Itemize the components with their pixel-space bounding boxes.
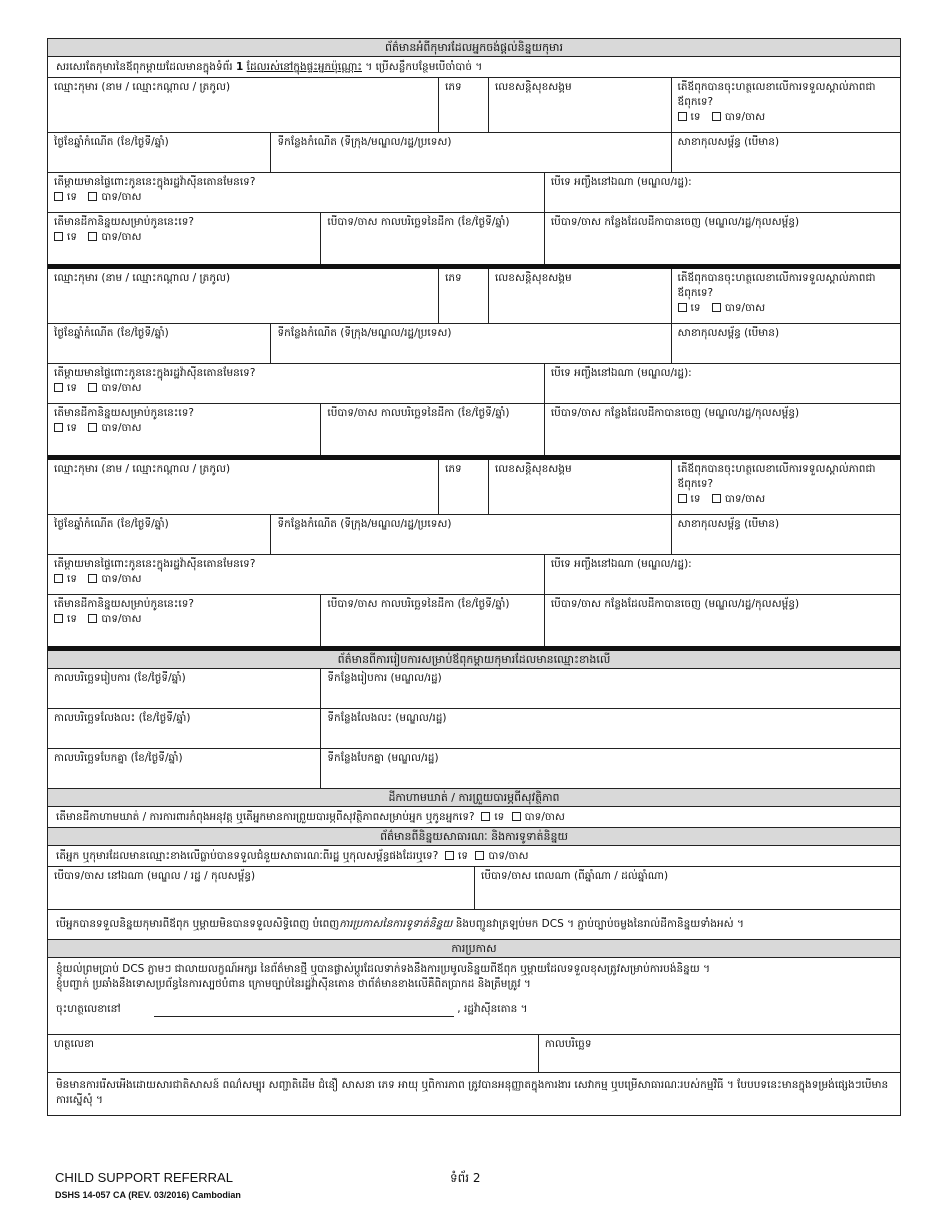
signature-field[interactable]: ហត្ថលេខា: [48, 1035, 539, 1072]
child-block-1: [48, 78, 900, 269]
support-order-question: តើមានដីកានិន្នយសម្រាប់កូននេះទេ? ទេ បាទ/ចាស: [48, 404, 321, 455]
marriage-date-field[interactable]: កាលបរិច្ឆេទរៀបការ (ខែ/ថ្ងៃទី/ឆ្នាំ): [48, 669, 321, 708]
instruction-text: [48, 57, 490, 77]
paternity-question: តើឪពុកបានចុះហត្ថលេខាលើការទទួលស្គាល់ភាពជាឪពុកទេ? ទេ បាទ/ចាស: [677, 463, 876, 505]
child-support-form: [47, 38, 901, 1116]
child-info-header: ព័ត៌មានអំពីកុមារដែលអ្នកចង់ផ្តល់និន្នយកុមារ: [48, 39, 900, 57]
order-no-checkbox[interactable]: [54, 614, 63, 623]
order-yes-checkbox[interactable]: [88, 614, 97, 623]
child-birthplace-field[interactable]: ទីកន្លែងកំណើត (ទីក្រុង/មណ្ឌល/រដ្ឋ/ប្រទេស): [271, 133, 671, 172]
declaration-line-2: ខ្ញុំបញ្ជាក់ ប្រឆាំងនឹងទោសប្រព័ន្ធនៃការស្បថបំពាន ក្រោមច្បាប់នៃរដ្ឋវ៉ាស៊ីនតោន ថាព័ត៌មានខាងលើគឺពិតប្រាកដ និងត្រឹមត្រូវ ។: [56, 978, 531, 990]
declaration-line-1: ខ្ញុំយល់ព្រមប្រាប់ DCS ភ្លាមៗ ជាលាយលក្ខណ៍អក្សរ នៃព័ត៌មានថ្មី ឬបានផ្លាស់ប្តូរដែលទាក់ទងនឹងការប្រមូលនិន្នយពីឪពុក ឬម្ដាយដែលទទួលខុសត្រូវសម្រាប់ការបង់និន្នយ ។: [56, 963, 711, 975]
child-sex-field[interactable]: ភេទ: [439, 460, 489, 514]
assistance-no-checkbox[interactable]: [445, 851, 454, 860]
paternity-question: តើឪពុកបានចុះហត្ថលេខាលើការទទួលស្គាល់ភាពជាឪពុកទេ? ទេ បាទ/ចាស: [677, 272, 876, 314]
paternity-question: តើឪពុកបានចុះហត្ថលេខាលើការទទួលស្គាល់ភាពជាឪពុកទេ? ទេ បាទ/ចាស: [677, 81, 876, 123]
child-tribe-field[interactable]: សាខាកុលសម្ព័ន្ធ (បើមាន): [677, 327, 780, 339]
order-place-field[interactable]: បើបាទ/ចាស កន្លែងដែលដីកាបានចេញ (មណ្ឌល/រដ្ឋ/កុលសម្ព័ន្ធ): [550, 216, 800, 228]
instruction-row: [48, 57, 900, 78]
order-yes-checkbox[interactable]: [88, 423, 97, 432]
order-date-field[interactable]: បើបាទ/ចាស កាលបរិច្ឆេទនៃដីកា (ខែ/ថ្ងៃទី/ឆ្នាំ): [321, 213, 544, 264]
instruction-underlined: ដែលរស់នៅក្នុងផ្ទះអ្នកប៉ុណ្ណោះ: [246, 61, 362, 73]
paternity-no-checkbox[interactable]: [678, 494, 687, 503]
assistance-header: ព័ត៌មានពីនិន្នយសាធារណៈ និងការទូទាត់និន្នយ: [48, 828, 900, 846]
instruction-post: ។ ប្រើសន្លឹកបន្ថែមបើចាំបាច់ ។: [361, 61, 483, 73]
pregnant-where-field[interactable]: បើទេ អញ្ចឹងនៅឯណា (មណ្ឌល/រដ្ឋ):: [550, 558, 692, 570]
assistance-when-field[interactable]: បើបាទ/ចាស ពេលណា (ពីឆ្នាំណា / ដល់ឆ្នាំណា): [481, 870, 669, 882]
child-ssn-field[interactable]: លេខសន្តិសុខសង្គម: [489, 460, 672, 514]
pregnant-yes-checkbox[interactable]: [88, 192, 97, 201]
signed-at-label: ចុះហត្ថលេខានៅ: [56, 1003, 121, 1015]
paternity-yes-checkbox[interactable]: [712, 112, 721, 121]
paternity-no-checkbox[interactable]: [678, 112, 687, 121]
protection-question: តើមានដីកាហាមឃាត់ / ការការពារកំពុងអនុវត្ត ឬតើអ្នកមានការព្រួយបារម្ភពីសុវត្ថិភាពសម្រាប់អ្នក ឬកូនអ្នកទេ? ទេ បាទ/ចាស: [56, 811, 565, 823]
child-birthplace-field[interactable]: ទីកន្លែងកំណើត (ទីក្រុង/មណ្ឌល/រដ្ឋ/ប្រទេស): [271, 515, 671, 554]
support-order-question: តើមានដីកានិន្នយសម្រាប់កូននេះទេ? ទេ បាទ/ចាស: [48, 595, 321, 646]
date-field[interactable]: កាលបរិច្ឆេទ: [544, 1038, 592, 1050]
pregnant-in-wa-question: តើម្ដាយមានផ្ទៃពោះកូននេះក្នុងរដ្ឋវ៉ាស៊ីនតោនមែនទេ? ទេ បាទ/ចាស: [48, 173, 545, 212]
form-title: CHILD SUPPORT REFERRAL: [55, 1170, 233, 1185]
marriage-header: ព័ត៌មានពីការរៀបការសម្រាប់ឪពុកម្ដាយកុមារដែលមានឈ្មោះខាងលើ: [48, 651, 900, 669]
assistance-yes-checkbox[interactable]: [475, 851, 484, 860]
paternity-yes-checkbox[interactable]: [712, 494, 721, 503]
declaration-header: ការប្រកាស: [48, 940, 900, 958]
pregnant-no-checkbox[interactable]: [54, 383, 63, 392]
order-date-field[interactable]: បើបាទ/ចាស កាលបរិច្ឆេទនៃដីកា (ខែ/ថ្ងៃទី/ឆ្នាំ): [321, 404, 544, 455]
assistance-question: តើអ្នក ឬកុមារដែលមានឈ្មោះខាងលើធ្លាប់បានទទួលជំនួយសាធារណៈពីរដ្ឋ ឬកុលសម្ព័ន្ធផងដែរឬទេ? ទេ បាទ/ចាស: [56, 850, 529, 862]
pregnant-yes-checkbox[interactable]: [88, 383, 97, 392]
protection-no-checkbox[interactable]: [481, 812, 490, 821]
pregnant-where-field[interactable]: បើទេ អញ្ចឹងនៅឯណា (មណ្ឌល/រដ្ឋ):: [550, 176, 692, 188]
child-ssn-field[interactable]: លេខសន្តិសុខសង្គម: [489, 78, 672, 132]
paternity-no-checkbox[interactable]: [678, 303, 687, 312]
child-birthplace-field[interactable]: ទីកន្លែងកំណើត (ទីក្រុង/មណ្ឌល/រដ្ឋ/ប្រទេស): [271, 324, 671, 363]
assistance-where-field[interactable]: បើបាទ/ចាស នៅឯណា (មណ្ឌល / រដ្ឋ / កុលសម្ព័ន្ធ): [48, 867, 475, 909]
order-no-checkbox[interactable]: [54, 423, 63, 432]
order-place-field[interactable]: បើបាទ/ចាស កន្លែងដែលដីកាបានចេញ (មណ្ឌល/រដ្ឋ/កុលសម្ព័ន្ធ): [550, 407, 800, 419]
child-dob-field[interactable]: ថ្ងៃខែឆ្នាំកំណើត (ខែ/ថ្ងៃទី/ឆ្នាំ): [48, 324, 271, 363]
child-block-3: [48, 460, 900, 651]
pregnant-no-checkbox[interactable]: [54, 192, 63, 201]
divorce-date-field[interactable]: កាលបរិច្ឆេទលែងលះ (ខែ/ថ្ងៃទី/ឆ្នាំ): [48, 709, 321, 748]
child-ssn-field[interactable]: លេខសន្តិសុខសង្គម: [489, 269, 672, 323]
child-name-field[interactable]: ឈ្មោះកុមារ (នាម / ឈ្មោះកណ្ដាល / ត្រកូល): [48, 78, 439, 132]
order-yes-checkbox[interactable]: [88, 232, 97, 241]
pregnant-in-wa-question: តើម្ដាយមានផ្ទៃពោះកូននេះក្នុងរដ្ឋវ៉ាស៊ីនតោនមែនទេ? ទេ បាទ/ចាស: [48, 555, 545, 594]
order-date-field[interactable]: បើបាទ/ចាស កាលបរិច្ឆេទនៃដីកា (ខែ/ថ្ងៃទី/ឆ្នាំ): [321, 595, 544, 646]
pregnant-where-field[interactable]: បើទេ អញ្ចឹងនៅឯណា (មណ្ឌល/រដ្ឋ):: [550, 367, 692, 379]
order-place-field[interactable]: បើបាទ/ចាស កន្លែងដែលដីកាបានចេញ (មណ្ឌល/រដ្ឋ/កុលសម្ព័ន្ធ): [550, 598, 800, 610]
separation-date-field[interactable]: កាលបរិច្ឆេទបែកគ្នា (ខែ/ថ្ងៃទី/ឆ្នាំ): [48, 749, 321, 788]
separation-place-field[interactable]: ទីកន្លែងបែកគ្នា (មណ្ឌល/រដ្ឋ): [327, 752, 439, 764]
nondiscrimination-text: មិនមានការរើសអើងដោយសារជាតិសាសន៍ ពណ៌សម្បុរ សញ្ជាតិដើម ជំនឿ សាសនា ភេទ អាយុ ឬពិការភាព ត្រូវបានអនុញ្ញាតក្នុងការងារ សេវាកម្ម ឬបម្រើសាធារណៈរបស់កម្មវិធី ។ បែបបទនេះមានក្នុងទម្រង់ផ្សេងៗបើមានការស្នើសុំ ។: [56, 1079, 889, 1106]
support-order-question: តើមានដីកានិន្នយសម្រាប់កូននេះទេ? ទេ បាទ/ចាស: [48, 213, 321, 264]
protection-header: ដីកាហាមឃាត់ / ការព្រួយបារម្ភពីសុវត្ថិភាព: [48, 789, 900, 807]
signed-at-line[interactable]: [154, 1004, 454, 1017]
assistance-note: បើអ្នកបានទទួលនិន្នយកុមារពីឪពុក ឬម្ដាយមិនបានទទួលសិទ្ធិពេញ បំពេញការប្រកាសនៃការទូទាត់និន្នយ និងបញ្ជូនវាត្រឡប់មក DCS ។ ភ្ជាប់ច្បាប់ចម្លងនៃរាល់ដីកានិន្នយទាំងអស់ ។: [56, 918, 744, 930]
child-tribe-field[interactable]: សាខាកុលសម្ព័ន្ធ (បើមាន): [677, 518, 780, 530]
marriage-place-field[interactable]: ទីកន្លែងរៀបការ (មណ្ឌល/រដ្ឋ): [327, 672, 442, 684]
form-code: DSHS 14-057 CA (REV. 03/2016) Cambodian: [55, 1190, 241, 1200]
instruction-pre: សរសេរតែកុមារនៃឪពុកម្ដាយដែលមានក្នុងទំព័រ: [56, 61, 236, 73]
child-name-field[interactable]: ឈ្មោះកុមារ (នាម / ឈ្មោះកណ្ដាល / ត្រកូល): [48, 460, 439, 514]
pregnant-in-wa-question: តើម្ដាយមានផ្ទៃពោះកូននេះក្នុងរដ្ឋវ៉ាស៊ីនតោនមែនទេ? ទេ បាទ/ចាស: [48, 364, 545, 403]
page-number: ទំព័រ 2: [450, 1171, 481, 1185]
child-tribe-field[interactable]: សាខាកុលសម្ព័ន្ធ (បើមាន): [677, 136, 780, 148]
child-dob-field[interactable]: ថ្ងៃខែឆ្នាំកំណើត (ខែ/ថ្ងៃទី/ឆ្នាំ): [48, 515, 271, 554]
child-dob-field[interactable]: ថ្ងៃខែឆ្នាំកំណើត (ខែ/ថ្ងៃទី/ឆ្នាំ): [48, 133, 271, 172]
child-sex-field[interactable]: ភេទ: [439, 78, 489, 132]
declaration-text: [48, 958, 718, 1034]
instruction-page-number: 1: [235, 61, 244, 73]
pregnant-no-checkbox[interactable]: [54, 574, 63, 583]
state-label: , រដ្ឋវ៉ាស៊ីនតោន ។: [457, 1003, 528, 1015]
paternity-yes-checkbox[interactable]: [712, 303, 721, 312]
protection-yes-checkbox[interactable]: [512, 812, 521, 821]
child-block-2: [48, 269, 900, 460]
payment-declaration-form-name[interactable]: ការប្រកាសនៃការទូទាត់និន្នយ: [339, 918, 453, 930]
divorce-place-field[interactable]: ទីកន្លែងលែងលះ (មណ្ឌល/រដ្ឋ): [327, 712, 447, 724]
pregnant-yes-checkbox[interactable]: [88, 574, 97, 583]
child-name-field[interactable]: ឈ្មោះកុមារ (នាម / ឈ្មោះកណ្ដាល / ត្រកូល): [48, 269, 439, 323]
order-no-checkbox[interactable]: [54, 232, 63, 241]
child-sex-field[interactable]: ភេទ: [439, 269, 489, 323]
